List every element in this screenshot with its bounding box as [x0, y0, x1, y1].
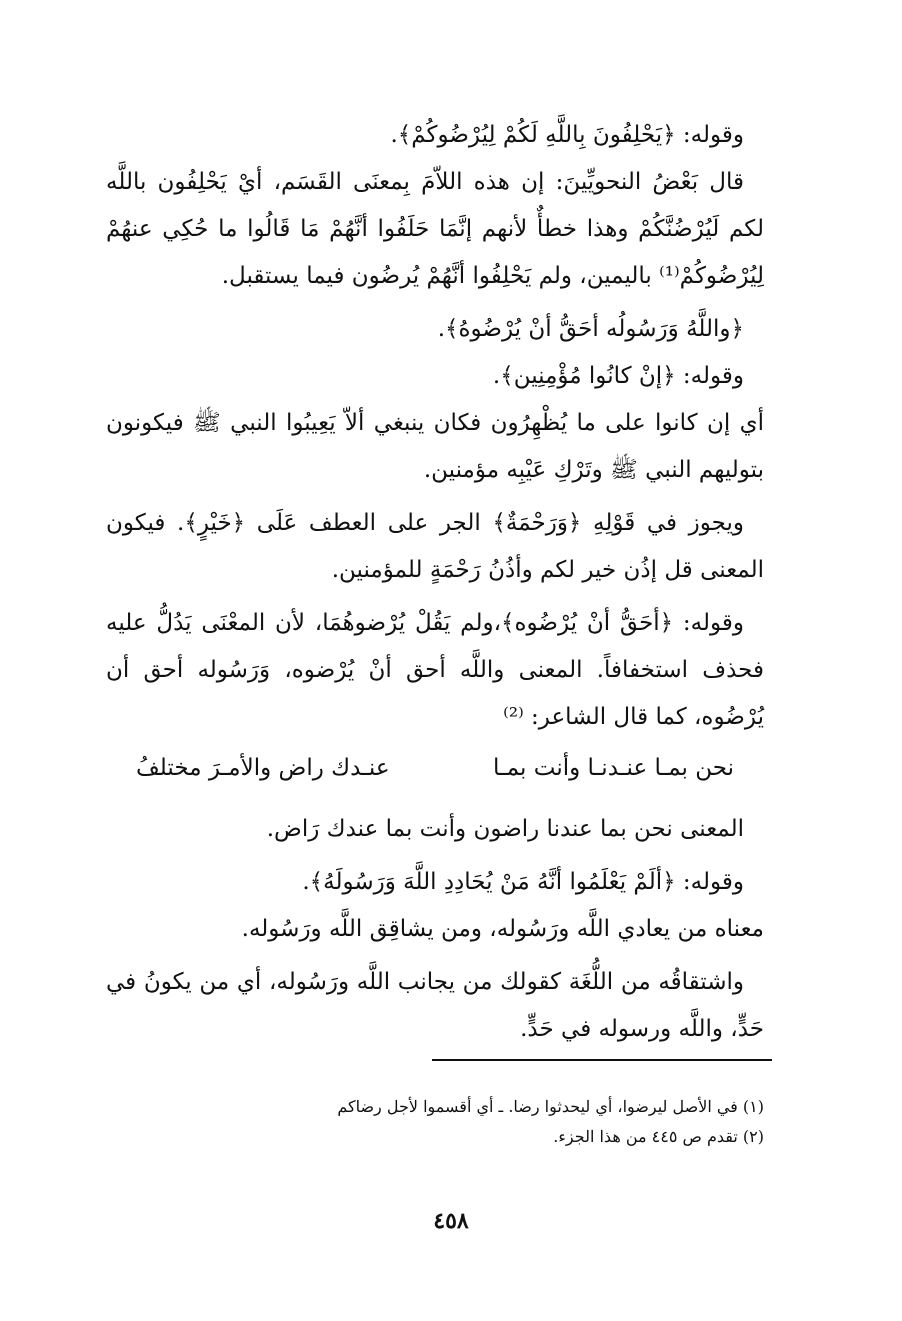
paragraph-7: وقوله: ﴿أحَقُّ أنْ يُرْضُوه﴾،ولم يَقُلْ يُرْضوهُمَا، لأن المعْنَى يَدُلُّ عليه فحذف استخفافاً. المعنى واللَّه أحق أنْ يُرْضوه، وَرَسُوله أحق أن يُرْضُوه، كما قال الشاعر: ⁽²⁾ [106, 610, 764, 730]
paragraph-4: وقوله: ﴿إنْ كانُوا مُؤْمِنِين﴾. [492, 363, 744, 389]
poetry-verse [106, 745, 764, 792]
main-text [106, 112, 764, 1053]
paragraph-9: وقوله: ﴿ألَمْ يَعْلَمُوا أنَّهُ مَنْ يُحَادِدِ اللَّهَ وَرَسُولَهُ﴾. [302, 869, 744, 895]
verse-first-hemistich: نحن بمـا عنـدنـا وأنت بمـا [493, 755, 734, 781]
paragraph-11: واشتقاقُه من اللُّغَة كقولك من يجانب اللَّه ورَسُوله، أي من يكونُ في حَدٍّ، واللَّه ورسوله في حَدٍّ. [106, 969, 764, 1042]
footnote-2: (٢) تقدم ص ٤٤٥ من هذا الجزء. [553, 1127, 764, 1146]
paragraph-1: وقوله: ﴿يَحْلِفُونَ بِاللَّهِ لَكُمْ لِيُرْضُوكُمْ﴾. [390, 122, 744, 148]
paragraph-3: ﴿واللَّهُ وَرَسُولُه أحَقُّ أنْ يُرْضُوهُ﴾. [437, 316, 744, 342]
paragraph-5: أي إن كانوا على ما يُظْهِرُون فكان ينبغي ألاّ يَعِيبُوا النبي ﷺ فيكونون بتوليهم النبي ﷺ وتَرْكِ عَيْبِه مؤمنين. [106, 410, 764, 483]
paragraph-8: المعنى نحن بما عندنا راضون وأنت بما عندك رَاض. [266, 816, 744, 842]
footnote-separator [432, 1059, 772, 1061]
paragraph-10: معناه من يعادي اللَّه ورَسُوله، ومن يشاقِق اللَّه ورَسُوله. [241, 916, 764, 942]
page-number: ٤٥٨ [433, 1208, 469, 1234]
paragraph-6: ويجوز في قَوْلِهِ ﴿وَرَحْمَةٌ﴾ الجر على العطف عَلَى ﴿خَيْرٍ﴾. فيكون المعنى قل إذُن خير لكم وأذُنُ رَحْمَةٍ للمؤمنين. [106, 510, 764, 583]
footnote-1: (١) في الأصل ليرضوا، أي ليحدثوا رضا. ـ أي أقسموا لأجل رضاكم [337, 1097, 764, 1116]
paragraph-2: قال بَعْضُ النحويِّينَ: إن هذه اللاّمَ بِمعنَى القَسَم، أيْ يَحْلِفُون باللَّه لكم لَيُرْضُنَّكُمْ وهذا خطأٌ لأنهم إنَّمَا حَلَفُوا أنَّهُمْ مَا قَالُوا ما حُكِي عنهُمْ لِيُرْضُوكُمْ⁽¹⁾ باليمين، ولم يَحْلِفُوا أنَّهُمْ يُرضُون فيما يستقبل. [106, 169, 764, 289]
footnotes [200, 1092, 764, 1152]
verse-second-hemistich: عنـدك راض والأمـرَ مختلفُ [136, 755, 390, 781]
